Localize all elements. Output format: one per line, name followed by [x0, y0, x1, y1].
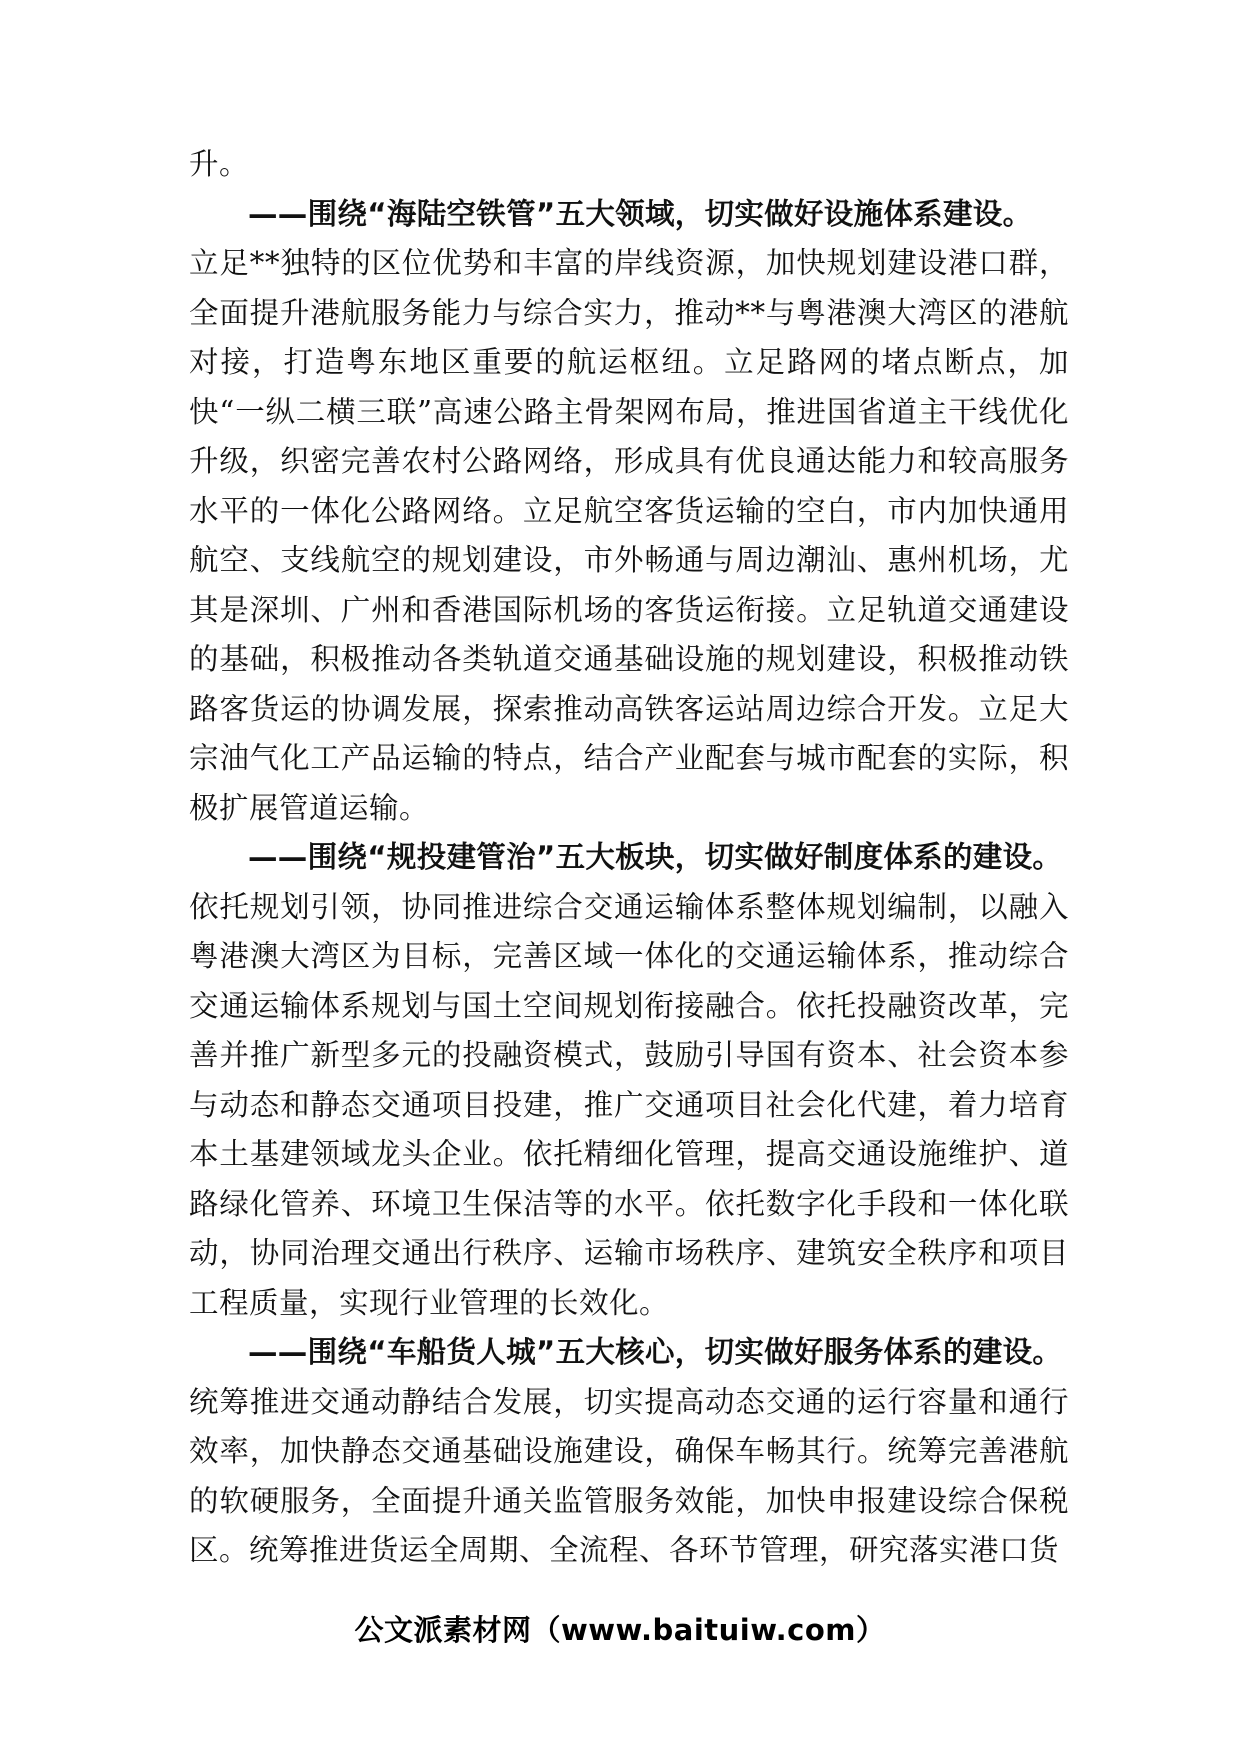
- section-1-heading: ——围绕“海陆空铁管”五大领域，切实做好设施体系建设。: [248, 196, 1033, 231]
- section-2-heading: ——围绕“规投建管治”五大板块，切实做好制度体系的建设。: [248, 840, 1063, 874]
- section-3-body: 统筹推进交通动静结合发展，切实提高动态交通的运行容量和通行效率，加快静态交通基础设施建设，确保车畅其行。统筹完善港航的软硬服务，全面提升通关监管服务效能，加快申报建设综合保税区。统筹推进货运全周期、全流程、各环节管理，研究落实港口货: [189, 1384, 1069, 1567]
- page-footer: 公文派素材网（www.baituiw.com）: [354, 1613, 886, 1647]
- section-2-body: 依托规划引领，协同推进综合交通运输体系整体规划编制，以融入粤港澳大湾区为目标，完善区域一体化的交通运输体系，推动综合交通运输体系规划与国土空间规划衔接融合。依托投融资改革，完善并推广新型多元的投融资模式，鼓励引导国有资本、社会资本参与动态和静态交通项目投建，推广交通项目社会化代建，着力培育本土基建领域龙头企业。依托精细化管理，提高交通设施维护、道路绿化管养、环境卫生保洁等的水平。依托数字化手段和一体化联动，协同治理交通出行秩序、运输市场秩序、建筑安全秩序和项目工程质量，实现行业管理的长效化。: [189, 889, 1069, 1320]
- document-body: [189, 140, 1069, 1576]
- section-3-heading: ——围绕“车船货人城”五大核心，切实做好服务体系的建设。: [248, 1335, 1063, 1369]
- section-1-body: 立足**独特的区位优势和丰富的岸线资源，加快规划建设港口群，全面提升港航服务能力与综合实力，推动**与粤港澳大湾区的港航对接，打造粤东地区重要的航运枢纽。立足路网的堵点断点，加快“一纵二横三联”高速公路主骨架网布局，推进国省道主干线优化升级，织密完善农村公路网络，形成具有优良通达能力和较高服务水平的一体化公路网络。立足航空客货运输的空白，市内加快通用航空、支线航空的规划建设，市外畅通与周边潮汕、惠州机场，尤其是深圳、广州和香港国际机场的客货运衔接。立足轨道交通建设的基础，积极推动各类轨道交通基础设施的规划建设，积极推动铁路客货运的协调发展，探索推动高铁客运站周边综合开发。立足大宗油气化工产品运输的特点，结合产业配套与城市配套的实际，积极扩展管道运输。: [189, 246, 1069, 825]
- continuation-text: 升。: [189, 147, 250, 181]
